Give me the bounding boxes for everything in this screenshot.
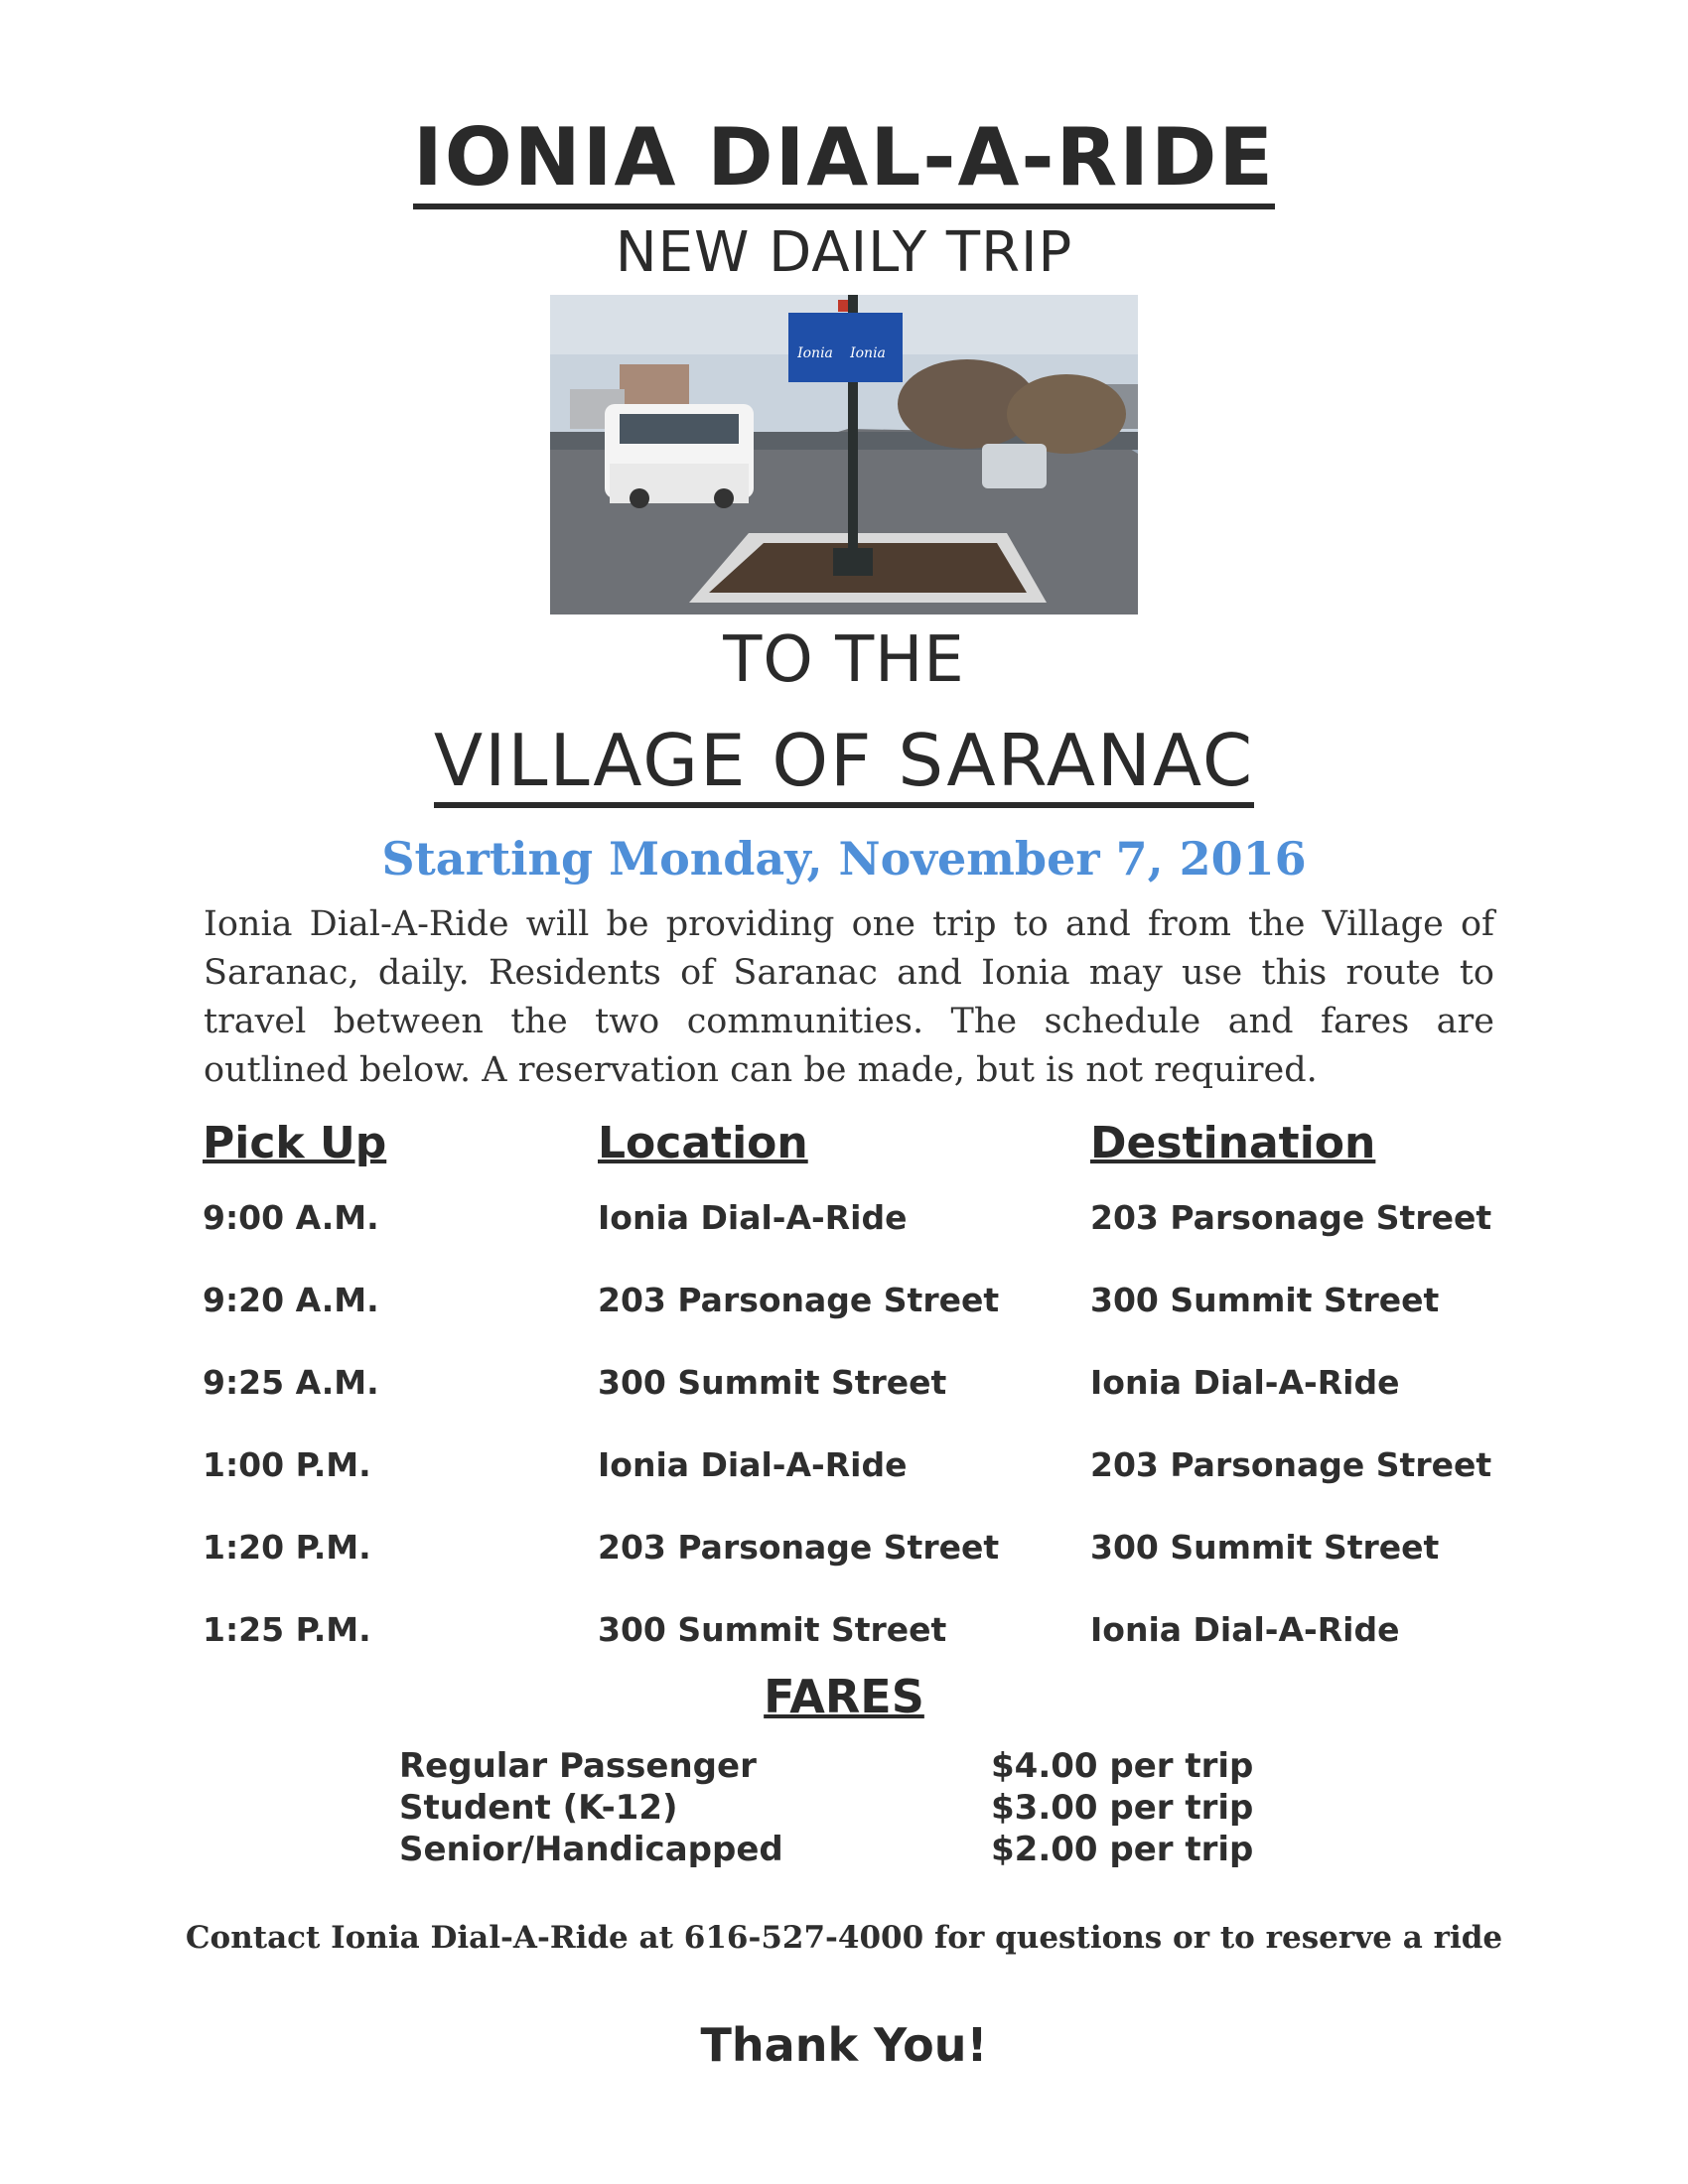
village-heading: VILLAGE OF SARANAC [0,719,1688,802]
fare-label-student: Student (K-12) [399,1788,678,1828]
fare-label-regular: Regular Passenger [399,1746,757,1786]
row-6-location: 300 Summit Street [598,1610,947,1649]
fare-label-senior: Senior/Handicapped [399,1830,783,1869]
row-6-pickup: 1:25 P.M. [203,1610,371,1649]
row-2-destination: 300 Summit Street [1090,1281,1440,1319]
row-1-destination: 203 Parsonage Street [1090,1198,1492,1237]
start-date: Starting Monday, November 7, 2016 [381,832,1307,886]
row-4-pickup: 1:00 P.M. [203,1445,371,1484]
street-photo [550,295,1138,614]
row-2-pickup: 9:20 A.M. [203,1281,379,1319]
fare-price-student: $3.00 per trip [991,1788,1254,1828]
fare-price-regular: $4.00 per trip [991,1746,1254,1786]
row-6-destination: Ionia Dial-A-Ride [1090,1610,1400,1649]
row-4-location: Ionia Dial-A-Ride [598,1445,908,1484]
flyer-subtitle: NEW DAILY TRIP [615,220,1073,285]
row-3-destination: Ionia Dial-A-Ride [1090,1363,1400,1402]
col-header-pickup: Pick Up [203,1118,387,1168]
intro-paragraph: Ionia Dial-A-Ride will be providing one trip to and from the Village of Saranac, daily. Residents of Saranac and Ionia may use this route to travel between the two communities. The schedule and fares are outlined below. A reservation can be made, but is not required. [204,904,1494,1090]
flyer-title: IONIA DIAL-A-RIDE [0,111,1688,204]
to-the-heading: TO THE [723,623,965,697]
row-4-destination: 203 Parsonage Street [1090,1445,1492,1484]
contact-line: Contact Ionia Dial-A-Ride at 616-527-4000 for questions or to reserve a ride [185,1920,1503,1956]
row-5-location: 203 Parsonage Street [598,1528,1000,1567]
photo-sign-text-left: Ionia [797,345,833,361]
row-3-pickup: 9:25 A.M. [203,1363,379,1402]
row-3-location: 300 Summit Street [598,1363,947,1402]
col-header-location: Location [598,1118,808,1168]
row-5-destination: 300 Summit Street [1090,1528,1440,1567]
thank-you: Thank You! [700,2018,988,2072]
row-2-location: 203 Parsonage Street [598,1281,1000,1319]
col-header-destination: Destination [1090,1118,1376,1168]
row-5-pickup: 1:20 P.M. [203,1528,371,1567]
photo-sign-text-right: Ionia [850,345,886,361]
row-1-location: Ionia Dial-A-Ride [598,1198,908,1237]
fares-title: FARES [764,1670,924,1723]
row-1-pickup: 9:00 A.M. [203,1198,379,1237]
fare-price-senior: $2.00 per trip [991,1830,1254,1869]
